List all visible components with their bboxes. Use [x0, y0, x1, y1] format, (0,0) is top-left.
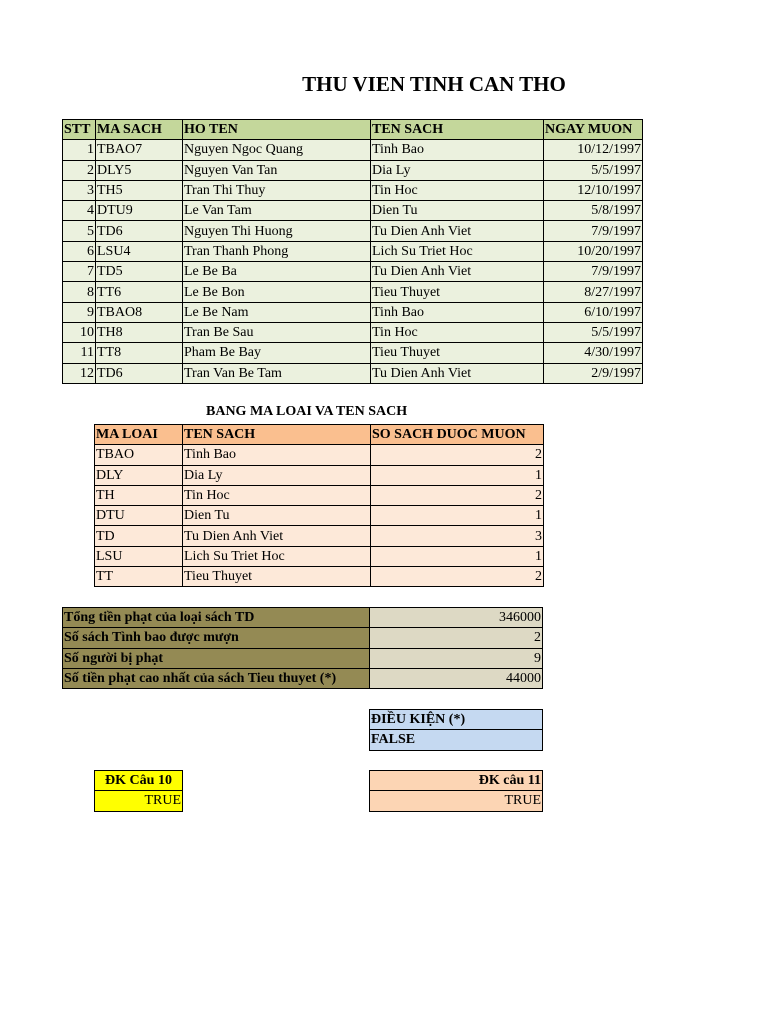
- cell-ten-sach[interactable]: Tu Dien Anh Viet: [371, 363, 544, 383]
- table-row: [63, 201, 643, 221]
- cell-ten-sach[interactable]: Tinh Bao: [371, 302, 544, 322]
- cell-stt[interactable]: 4: [63, 201, 96, 221]
- cell-so-sach[interactable]: 3: [371, 526, 544, 546]
- types-table-header: [95, 425, 544, 445]
- table-row: [63, 343, 643, 363]
- cell-stt[interactable]: 12: [63, 363, 96, 383]
- summary-label[interactable]: Số người bị phạt: [63, 648, 370, 668]
- table-row: [63, 241, 643, 261]
- dk11-label[interactable]: ĐK câu 11: [370, 771, 543, 791]
- cell-stt[interactable]: 10: [63, 322, 96, 342]
- summary-row: [63, 648, 543, 668]
- cell-ma-loai[interactable]: TT: [95, 567, 183, 587]
- cell-ngay-muon[interactable]: 5/5/1997: [544, 160, 643, 180]
- cell-ngay-muon[interactable]: 5/8/1997: [544, 201, 643, 221]
- header-so-sach[interactable]: SO SACH DUOC MUON: [371, 425, 544, 445]
- cell-ten-sach[interactable]: Tu Dien Anh Viet: [371, 262, 544, 282]
- cell-ten-sach[interactable]: Tieu Thuyet: [371, 282, 544, 302]
- cell-so-sach[interactable]: 2: [371, 485, 544, 505]
- cell-ma-sach[interactable]: TBAO7: [96, 140, 183, 160]
- cell-ho-ten[interactable]: Le Be Nam: [183, 302, 371, 322]
- cell-stt[interactable]: 1: [63, 140, 96, 160]
- table-row: [95, 485, 544, 505]
- table-row: [63, 140, 643, 160]
- cell-ngay-muon[interactable]: 12/10/1997: [544, 180, 643, 200]
- cell-ma-sach[interactable]: TH8: [96, 322, 183, 342]
- cell-ten-sach[interactable]: Tin Hoc: [183, 485, 371, 505]
- summary-label[interactable]: Số sách Tình bao được mượn: [63, 628, 370, 648]
- cell-stt[interactable]: 2: [63, 160, 96, 180]
- cell-ma-loai[interactable]: LSU: [95, 546, 183, 566]
- table-row: [63, 221, 643, 241]
- types-table: [94, 424, 544, 587]
- summary-row: [63, 628, 543, 648]
- cell-ma-loai[interactable]: TH: [95, 485, 183, 505]
- header-stt[interactable]: STT: [63, 120, 96, 140]
- header-ho-ten[interactable]: HO TEN: [183, 120, 371, 140]
- cell-ma-sach[interactable]: TT6: [96, 282, 183, 302]
- cell-stt[interactable]: 5: [63, 221, 96, 241]
- cell-ten-sach[interactable]: Tieu Thuyet: [371, 343, 544, 363]
- cell-ten-sach[interactable]: Tu Dien Anh Viet: [183, 526, 371, 546]
- table-row: [63, 282, 643, 302]
- cell-so-sach[interactable]: 1: [371, 506, 544, 526]
- cell-ngay-muon[interactable]: 10/20/1997: [544, 241, 643, 261]
- cell-ten-sach[interactable]: Tinh Bao: [183, 445, 371, 465]
- cell-so-sach[interactable]: 1: [371, 465, 544, 485]
- cell-stt[interactable]: 3: [63, 180, 96, 200]
- cell-ho-ten[interactable]: Pham Be Bay: [183, 343, 371, 363]
- cell-stt[interactable]: 8: [63, 282, 96, 302]
- dk10-box: [94, 770, 183, 812]
- cell-ten-sach[interactable]: Dia Ly: [183, 465, 371, 485]
- cell-ho-ten[interactable]: Tran Thanh Phong: [183, 241, 371, 261]
- dk10-label[interactable]: ĐK Câu 10: [95, 771, 183, 791]
- cell-ngay-muon[interactable]: 6/10/1997: [544, 302, 643, 322]
- cell-so-sach[interactable]: 2: [371, 567, 544, 587]
- cell-ma-sach[interactable]: LSU4: [96, 241, 183, 261]
- summary-value[interactable]: 44000: [370, 668, 543, 688]
- summary-value[interactable]: 2: [370, 628, 543, 648]
- cell-stt[interactable]: 7: [63, 262, 96, 282]
- cell-ngay-muon[interactable]: 7/9/1997: [544, 221, 643, 241]
- cell-ma-sach[interactable]: DLY5: [96, 160, 183, 180]
- condition-box: [369, 709, 543, 751]
- cell-ho-ten[interactable]: Nguyen Thi Huong: [183, 221, 371, 241]
- page-title: THU VIEN TINH CAN THO: [302, 72, 566, 96]
- cell-ngay-muon[interactable]: 10/12/1997: [544, 140, 643, 160]
- summary-row: [63, 608, 543, 628]
- cell-ho-ten[interactable]: Tran Thi Thuy: [183, 180, 371, 200]
- cell-ngay-muon[interactable]: 8/27/1997: [544, 282, 643, 302]
- summary-value[interactable]: 346000: [370, 608, 543, 628]
- cell-ma-sach[interactable]: TBAO8: [96, 302, 183, 322]
- cell-ho-ten[interactable]: Tran Be Sau: [183, 322, 371, 342]
- cell-stt[interactable]: 6: [63, 241, 96, 261]
- table-row: [63, 160, 643, 180]
- cell-so-sach[interactable]: 2: [371, 445, 544, 465]
- cell-stt[interactable]: 9: [63, 302, 96, 322]
- cell-ten-sach[interactable]: Lich Su Triet Hoc: [183, 546, 371, 566]
- table-row: [95, 465, 544, 485]
- summary-value[interactable]: 9: [370, 648, 543, 668]
- cell-ma-loai[interactable]: DTU: [95, 506, 183, 526]
- cell-ten-sach[interactable]: Tu Dien Anh Viet: [371, 221, 544, 241]
- cell-ho-ten[interactable]: Le Be Ba: [183, 262, 371, 282]
- summary-row: [63, 668, 543, 688]
- cell-stt[interactable]: 11: [63, 343, 96, 363]
- cell-ho-ten[interactable]: Le Van Tam: [183, 201, 371, 221]
- dk11-value[interactable]: TRUE: [370, 791, 543, 811]
- summary-table: [62, 607, 543, 689]
- summary-label[interactable]: Số tiền phạt cao nhất của sách Tieu thuyet (*): [63, 668, 370, 688]
- condition-value[interactable]: FALSE: [370, 730, 543, 750]
- cell-ho-ten[interactable]: Le Be Bon: [183, 282, 371, 302]
- cell-ten-sach[interactable]: Dia Ly: [371, 160, 544, 180]
- cell-ho-ten[interactable]: Nguyen Van Tan: [183, 160, 371, 180]
- cell-ma-sach[interactable]: TT8: [96, 343, 183, 363]
- table-row: [95, 445, 544, 465]
- table-row: [63, 180, 643, 200]
- dk11-box: [369, 770, 543, 812]
- cell-ma-sach[interactable]: TD6: [96, 363, 183, 383]
- cell-ten-sach[interactable]: Tinh Bao: [371, 140, 544, 160]
- cell-ngay-muon[interactable]: 2/9/1997: [544, 363, 643, 383]
- header-ma-sach[interactable]: MA SACH: [96, 120, 183, 140]
- cell-ma-loai[interactable]: TD: [95, 526, 183, 546]
- header-ma-loai[interactable]: MA LOAI: [95, 425, 183, 445]
- cell-ma-sach[interactable]: TD6: [96, 221, 183, 241]
- header-ten-sach[interactable]: TEN SACH: [183, 425, 371, 445]
- cell-ma-loai[interactable]: DLY: [95, 465, 183, 485]
- cell-ma-sach[interactable]: DTU9: [96, 201, 183, 221]
- table-row: [63, 322, 643, 342]
- loan-table: [62, 119, 643, 384]
- cell-ten-sach[interactable]: Tin Hoc: [371, 180, 544, 200]
- condition-label[interactable]: ĐIỀU KIỆN (*): [370, 710, 543, 730]
- cell-ten-sach[interactable]: Lich Su Triet Hoc: [371, 241, 544, 261]
- cell-ten-sach[interactable]: Dien Tu: [371, 201, 544, 221]
- cell-ma-loai[interactable]: TBAO: [95, 445, 183, 465]
- cell-ngay-muon[interactable]: 5/5/1997: [544, 322, 643, 342]
- cell-ma-sach[interactable]: TH5: [96, 180, 183, 200]
- loan-table-header: [63, 120, 643, 140]
- table-row: [95, 567, 544, 587]
- cell-ten-sach[interactable]: Tieu Thuyet: [183, 567, 371, 587]
- cell-ho-ten[interactable]: Tran Van Be Tam: [183, 363, 371, 383]
- table-row: [63, 262, 643, 282]
- table-row: [95, 546, 544, 566]
- cell-so-sach[interactable]: 1: [371, 546, 544, 566]
- cell-ngay-muon[interactable]: 7/9/1997: [544, 262, 643, 282]
- cell-ngay-muon[interactable]: 4/30/1997: [544, 343, 643, 363]
- cell-ho-ten[interactable]: Nguyen Ngoc Quang: [183, 140, 371, 160]
- cell-ma-sach[interactable]: TD5: [96, 262, 183, 282]
- cell-ten-sach[interactable]: Dien Tu: [183, 506, 371, 526]
- table-row: [63, 363, 643, 383]
- table-row: [63, 302, 643, 322]
- summary-label[interactable]: Tổng tiền phạt của loại sách TD: [63, 608, 370, 628]
- cell-ten-sach[interactable]: Tin Hoc: [371, 322, 544, 342]
- header-ngay-muon[interactable]: NGAY MUON: [544, 120, 643, 140]
- dk10-value[interactable]: TRUE: [95, 791, 183, 811]
- table-row: [95, 526, 544, 546]
- header-ten-sach[interactable]: TEN SACH: [371, 120, 544, 140]
- table-row: [95, 506, 544, 526]
- types-table-title: BANG MA LOAI VA TEN SACH: [206, 404, 408, 419]
